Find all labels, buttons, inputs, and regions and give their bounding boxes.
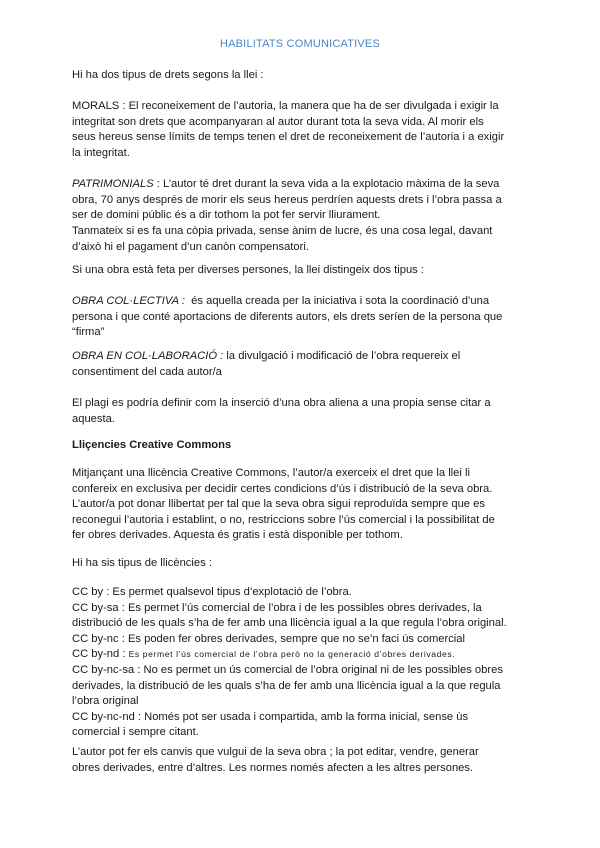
license-item-cc-by: CC by : Es permet qualsevol tipus d’explotació de l’obra. (72, 586, 352, 598)
license-list (72, 585, 508, 741)
multi-authors-paragraph: Si una obra està feta per diverses persones, la llei distingeix dos tipus : (72, 264, 424, 276)
license-item-cc-by-sa: CC by-sa : Es permet l’ús comercial de l’obra i de les possibles obres derivades, la distribució de les quals s’ha de fer amb una llicència igual a la que regula l’obra original. (72, 601, 507, 630)
patrimonials-text: : L’autor té dret durant la seva vida a la explotacio màxima de la seva obra, 70 anys després de morir els seus hereus perdríen aquests drets i l’obra passa a ser de domini públic és a dir tothom la pot fer servir lliurament. (72, 178, 502, 222)
cc-by-nd-text: Es permet l’ús comercial de l’obra però no la generació d’obres derivades. (128, 649, 456, 660)
cc-by-nd-label: CC by-nd : (72, 648, 126, 661)
intro-paragraph: Hi ha dos tipus de drets segons la llei : (72, 69, 264, 81)
morals-paragraph: MORALS : El reconeixement de l’autoria, la manera que ha de ser divulgada i exigir la integritat son drets que acompanyaran al autor durant tota la seva vida. Al morir els seus hereus sense límits de temps tenen el dret de reconeixement de l’autoria i a exigir la integritat. (72, 100, 505, 159)
patrimonials-label: PATRIMONIALS (72, 178, 154, 190)
license-item-cc-by-nc-sa: CC by-nc-sa : No es permet un ús comercial de l’obra original ni de les possibles obres derivades, la distribució de les quals s’ha de fer amb una llicència igual a la que regula l’obra original (72, 663, 503, 708)
license-item-cc-by-nd (72, 647, 508, 663)
cc-intro-paragraph: Mitjançant una llicència Creative Commons, l’autor/a exerceix el dret que la llei li confereix en exclusiva per decidir certes condicions d’ús i distribució de la seva obra. L’autor/a pot donar llibertat per tal que la seva obra sigui reproduïda sempre que es reconegui l’autoria i establint, o no, restriccions sobre l’ús comercial i la possibilitat de fer obres derivades. Aquesta és gratis i està disponible per tothom. (72, 467, 495, 542)
closing-paragraph: L’autor pot fer els canvis que vulgui de la seva obra ; la pot editar, vendre, generar obres derivades, entre d’altres. Les normes només afecten a les altres persones. (72, 746, 479, 774)
obra-collectiva-paragraph (72, 294, 508, 341)
plagi-paragraph: El plagi es podría definir com la inserció d’una obra aliena a una propia sense citar a aquesta. (72, 397, 491, 425)
obra-collectiva-label: OBRA COL·LECTIVA : (72, 295, 185, 307)
obra-collaboracio-text: la divulgació i modificació de l’obra requereix el consentiment del cada autor/a (72, 350, 461, 378)
page-header-title: HABILITATS COMUNICATIVES (219, 38, 381, 50)
license-item-cc-by-nc: CC by-nc : Es poden fer obres derivades, sempre que no se’n faci ús comercial (72, 632, 465, 645)
license-item-cc-by-nc-nd: CC by-nc-nd : Només pot ser usada i compartida, amb la forma inicial, sense ùs comercial i sempre citant. (72, 710, 469, 739)
obra-collectiva-text: és aquella creada per la iniciativa i sota la coordinació d’una persona i que conté aportacions de diferents autors, els drets seríen de la persona que “firma” (72, 295, 503, 339)
six-types-paragraph: Hi ha sis tipus de llicències : (72, 557, 212, 569)
tanmateix-paragraph: Tanmateix si es fa una còpia privada, sense ànim de lucre, és una cosa legal, davant d’això hi el pagament d’un canòn compensatori. (72, 225, 493, 253)
obra-collaboracio-paragraph (72, 349, 508, 380)
obra-collaboracio-label: OBRA EN COL·LABORACIÓ : (72, 350, 224, 362)
patrimonials-paragraph (72, 177, 508, 224)
cc-heading: Lliçencies Creative Commons (72, 439, 232, 451)
